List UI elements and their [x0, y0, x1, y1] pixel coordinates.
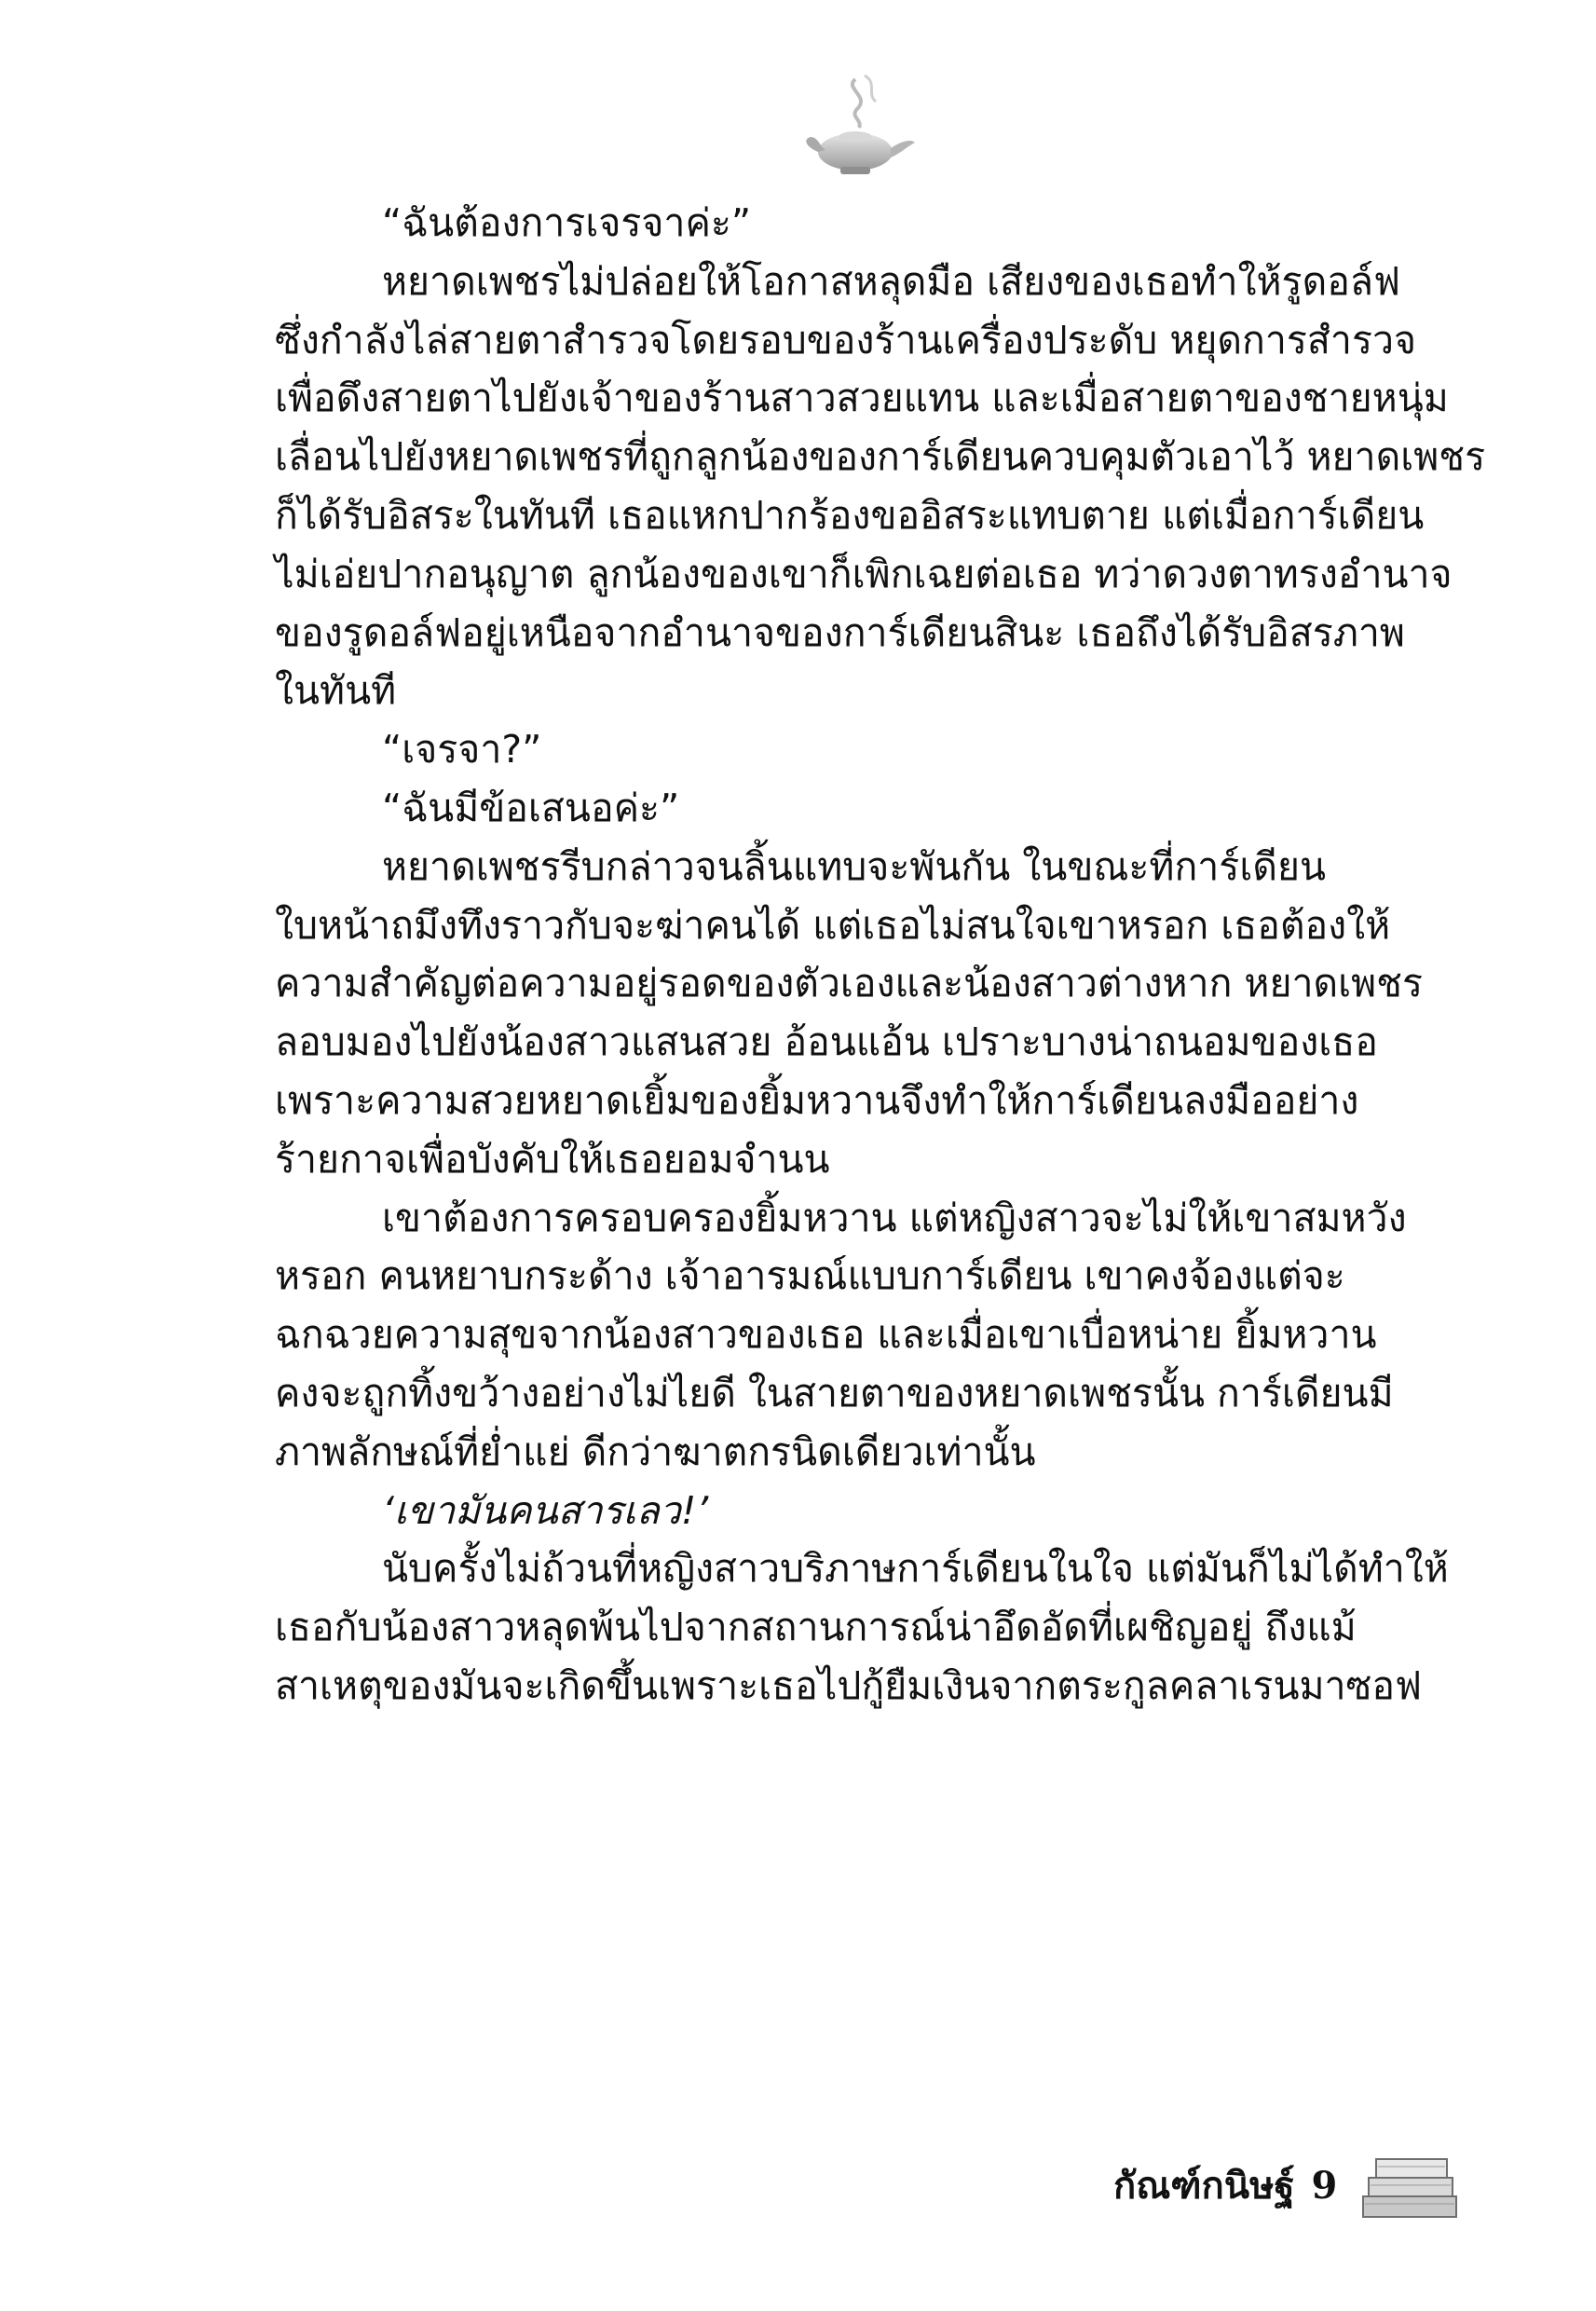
text-line: สาเหตุของมันจะเกิดขึ้นเพราะเธอไปกู้ยืมเงินจากตระกูลคลาเรนมาซอฟ — [275, 1662, 1423, 1708]
text-line: เพราะความสวยหยาดเยิ้มของยิ้มหวานจึงทำให้การ์เดียนลงมืออย่าง — [275, 1077, 1359, 1123]
text-line: ลอบมองไปยังน้องสาวแสนสวย อ้อนแอ้น เปราะบางน่าถนอมของเธอ — [275, 1019, 1378, 1065]
text-line: ฉกฉวยความสุขจากน้องสาวของเธอ และเมื่อเขาเบื่อหน่าย ยิ้มหวาน — [275, 1312, 1377, 1358]
text-line: เพื่อดึงสายตาไปยังเจ้าของร้านสาวสวยแทน และเมื่อสายตาของชายหนุ่ม — [275, 376, 1449, 421]
italic-thought-line: ‘เขามันคนสารเลว!’ — [382, 1487, 709, 1533]
text-line: ซึ่งกำลังไล่สายตาสำรวจโดยรอบของร้านเครื่องประดับ หยุดการสำรวจ — [275, 317, 1417, 362]
text-line: หยาดเพชรรีบกล่าวจนลิ้นแทบจะพันกัน ในขณะที่การ์เดียน — [382, 843, 1327, 889]
magic-lamp-icon — [798, 70, 919, 191]
book-stack-icon — [1354, 2139, 1466, 2232]
text-line: ก็ได้รับอิสระในทันที เธอแหกปากร้องขออิสระแทบตาย แต่เมื่อการ์เดียน — [275, 492, 1425, 538]
text-line: หรอก คนหยาบกระด้าง เจ้าอารมณ์แบบการ์เดียน เขาคงจ้องแต่จะ — [275, 1253, 1345, 1299]
page-number: 9 — [1311, 2163, 1338, 2208]
dialog-line: “ฉันต้องการเจรจาค่ะ” — [382, 200, 752, 245]
text-line: ใบหน้าถมึงทึงราวกับจะฆ่าคนได้ แต่เธอไม่สนใจเขาหรอก เธอต้องให้ — [275, 902, 1391, 948]
text-line: เธอกับน้องสาวหลุดพ้นไปจากสถานการณ์น่าอึดอัดที่เผชิญอยู่ ถึงแม้ — [275, 1605, 1357, 1650]
dialog-line: “ฉันมีข้อเสนอค่ะ” — [382, 785, 680, 830]
text-line: เลื่อนไปยังหยาดเพชรที่ถูกลูกน้องของการ์เดียนควบคุมตัวเอาไว้ หยาดเพชร — [275, 434, 1486, 480]
text-line: หยาดเพชรไม่ปล่อยให้โอกาสหลุดมือ เสียงของเธอทำให้รูดอล์ฟ — [382, 258, 1400, 304]
story-text — [275, 194, 1486, 1716]
text-line: ไม่เอ่ยปากอนุญาต ลูกน้องของเขาก็เพิกเฉยต่อเธอ ทว่าดวงตาทรงอำนาจ — [275, 551, 1453, 596]
text-line: คงจะถูกทิ้งขว้างอย่างไม่ไยดี ในสายตาของหยาดเพชรนั้น การ์เดียนมี — [275, 1370, 1394, 1415]
text-line: ของรูดอล์ฟอยู่เหนือจากอำนาจของการ์เดียนสินะ เธอถึงได้รับอิสรภาพ — [275, 609, 1405, 655]
page-footer — [1113, 2139, 1466, 2232]
text-line: นับครั้งไม่ถ้วนที่หญิงสาวบริภาษการ์เดียนในใจ แต่มันก็ไม่ได้ทำให้ — [382, 1546, 1449, 1592]
text-line: ความสำคัญต่อความอยู่รอดของตัวเองและน้องสาวต่างหาก หยาดเพชร — [275, 961, 1424, 1006]
text-line: เขาต้องการครอบครองยิ้มหวาน แต่หญิงสาวจะไม่ให้เขาสมหวัง — [382, 1195, 1407, 1240]
dialog-line: “เจรจา?” — [382, 727, 542, 773]
text-line: ร้ายกาจเพื่อบังคับให้เธอยอมจำนน — [275, 1136, 830, 1182]
book-title: กัณฑ์กนิษฐ์ — [1113, 2164, 1295, 2208]
text-line: ภาพลักษณ์ที่ย่ำแย่ ดีกว่าฆาตกรนิดเดียวเท่านั้น — [275, 1429, 1036, 1474]
text-line: ในทันที — [275, 668, 397, 714]
